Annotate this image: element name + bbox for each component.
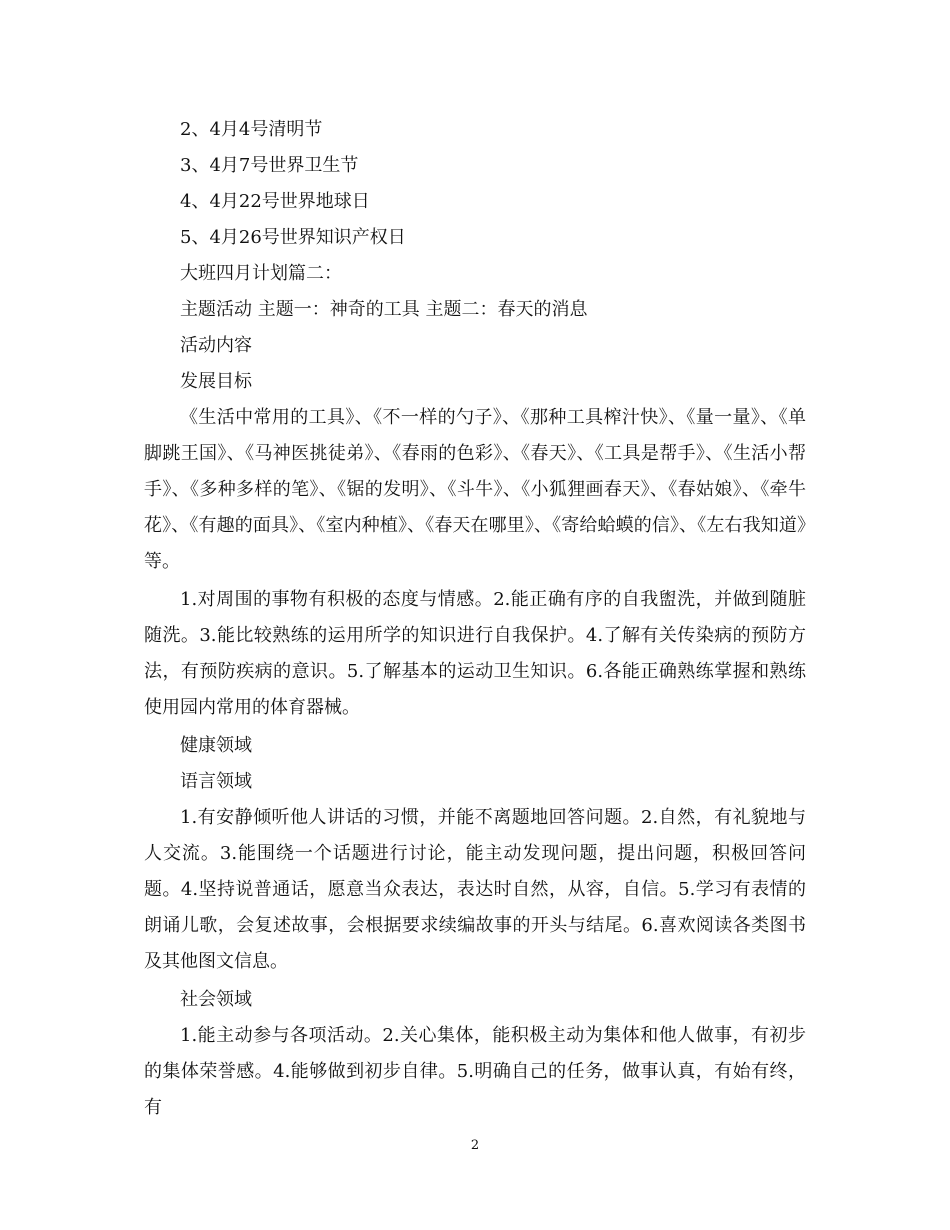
page-number: 2 (470, 1138, 480, 1153)
theme-line: 主题活动 主题一：神奇的工具 主题二：春天的消息 (180, 299, 588, 320)
social-domain-heading: 社会领域 (180, 989, 252, 1010)
language-goals-paragraph: 1.有安静倾听他人讲话的习惯，并能不离题地回答问题。2.自然，有礼貌地与人交流。3.能围绕一个话题进行讨论，能主动发现问题，提出问题，积极回答问题。4.坚持说普通话，愿意当众表达，表达时自然，从容，自信。5.学习有表情的朗诵儿歌，会复述故事，会根据要求续编故事的开头与结尾。6.喜欢阅读各类图书及其他图文信息。 (144, 807, 806, 972)
list-item-health-day: 3、4月7号世界卫生节 (180, 155, 359, 176)
language-domain-heading: 语言领域 (180, 771, 252, 792)
page-body (144, 112, 806, 1126)
health-goals-paragraph: 1.对周围的事物有积极的态度与情感。2.能正确有序的自我盥洗，并做到随脏随洗。3.能比较熟练的运用所学的知识进行自我保护。4.了解有关传染病的预防方法，有预防疾病的意识。5.了解基本的运动卫生知识。6.各能正确熟练掌握和熟练使用园内常用的体育器械。 (144, 589, 806, 718)
list-item-earth-day: 4、4月22号世界地球日 (180, 191, 370, 212)
list-item-qingming: 2、4月4号清明节 (180, 119, 323, 140)
activities-paragraph: 《生活中常用的工具》、《不一样的勺子》、《那种工具榨汁快》、《量一量》、《单脚跳王国》、《马神医挑徒弟》、《春雨的色彩》、《春天》、《工具是帮手》、《生活小帮手》、《多种多样的笔》、《锯的发明》、《斗牛》、《小狐狸画春天》、《春姑娘》、《牵牛花》、《有趣的面具》、《室内种植》、《春天在哪里》、《寄给蛤蟆的信》、《左右我知道》等。 (144, 407, 806, 572)
list-item-ip-day: 5、4月26号世界知识产权日 (180, 227, 406, 248)
development-goals-label: 发展目标 (180, 371, 252, 392)
activity-content-label: 活动内容 (180, 335, 252, 356)
section-title-plan-two: 大班四月计划篇二： (180, 263, 342, 284)
health-domain-heading: 健康领域 (180, 735, 252, 756)
social-goals-paragraph: 1.能主动参与各项活动。2.关心集体，能积极主动为集体和他人做事，有初步的集体荣誉感。4.能够做到初步自律。5.明确自己的任务，做事认真，有始有终，有 (144, 1025, 806, 1118)
